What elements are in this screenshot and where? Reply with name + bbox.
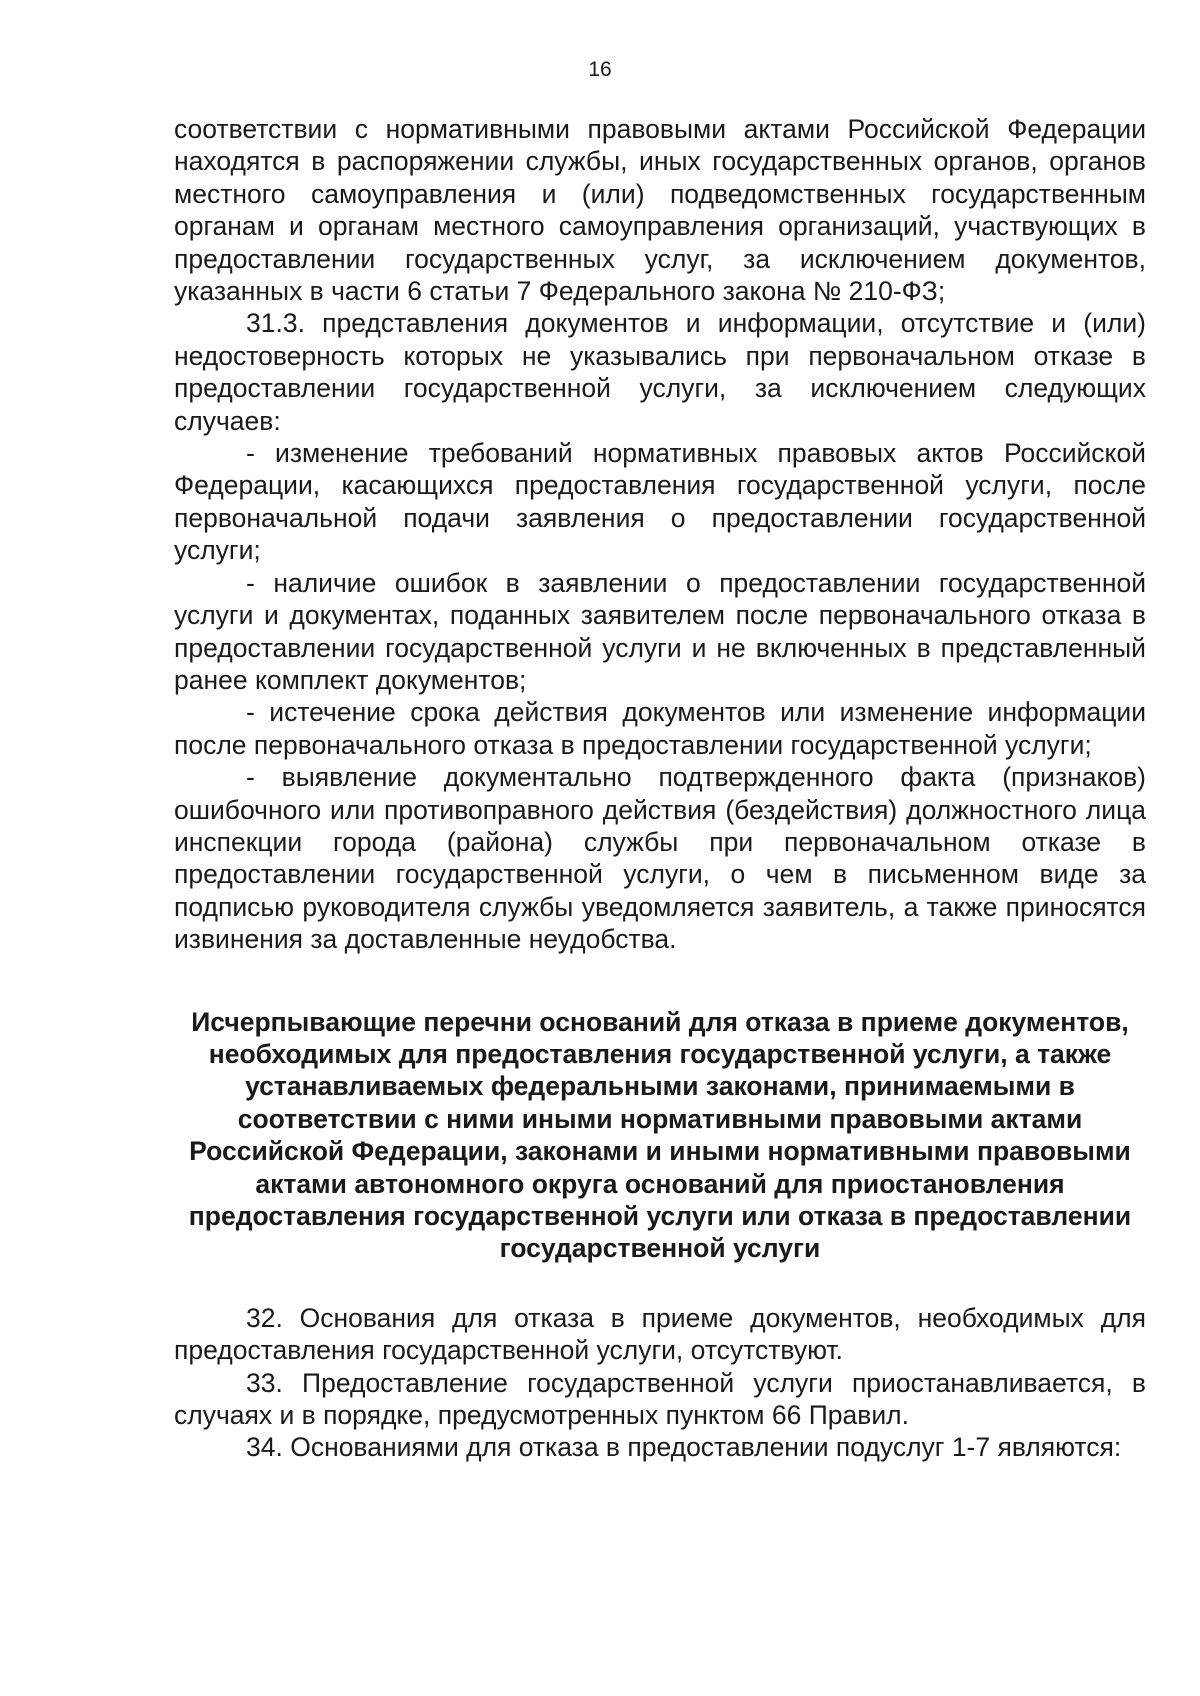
paragraph-32: 32. Основания для отказа в приеме документов, необходимых для предоставления государственной услуги, отсутствуют. xyxy=(174,1302,1146,1366)
list-item-official-error: - выявление документально подтвержденного факта (признаков) ошибочного или противоправного действия (бездействия) должностного лица инспекции города (района) службы при первоначальном отказе в предоставлении государственной услуги, о чем в письменном виде за подписью руководителя службы уведомляется заявитель, а также приносятся извинения за доставленные неудобства. xyxy=(174,762,1146,955)
document-body xyxy=(174,113,1146,1464)
list-item-requirements-change: - изменение требований нормативных правовых актов Российской Федерации, касающихся предоставления государственной услуги, после первоначальной подачи заявления о предоставлении государственной услуги; xyxy=(174,438,1146,566)
section-heading: Исчерпывающие перечни оснований для отказа в приеме документов, необходимых для предоставления государственной услуги, а также устанавливаемых федеральными законами, принимаемыми в соответствии с ними иными нормативными правовыми актами Российской Федерации, законами и иными нормативными правовыми актами автономного округа оснований для приостановления предоставления государственной услуги или отказа в предоставлении государственной услуги xyxy=(188,1006,1132,1264)
list-item-application-errors: - наличие ошибок в заявлении о предоставлении государственной услуги и документах, поданных заявителем после первоначального отказа в предоставлении государственной услуги и не включенных в представленный ранее комплект документов; xyxy=(174,567,1146,695)
list-item-documents-expiry: - истечение срока действия документов или изменение информации после первоначального отказа в предоставлении государственной услуги; xyxy=(174,697,1146,760)
paragraph-34: 34. Основаниями для отказа в предоставлении подуслуг 1-7 являются: xyxy=(246,1432,1122,1463)
paragraph-31-3: 31.3. представления документов и информации, отсутствие и (или) недостоверность которых не указывались при первоначальном отказе в предоставлении государственной услуги, за исключением следующих случаев: xyxy=(174,308,1146,436)
paragraph-continuation: соответствии с нормативными правовыми актами Российской Федерации находятся в распоряжении службы, иных государственных органов, органов местного самоуправления и (или) подведомственных государственным органам и органам местного самоуправления организаций, участвующих в предоставлении государственных услуг, за исключением документов, указанных в части 6 статьи 7 Федерального закона № 210-ФЗ; xyxy=(174,114,1146,307)
paragraph-33: 33. Предоставление государственной услуги приостанавливается, в случаях и в порядке, предусмотренных пунктом 66 Правил. xyxy=(174,1367,1146,1431)
page-number: 16 xyxy=(588,58,612,81)
